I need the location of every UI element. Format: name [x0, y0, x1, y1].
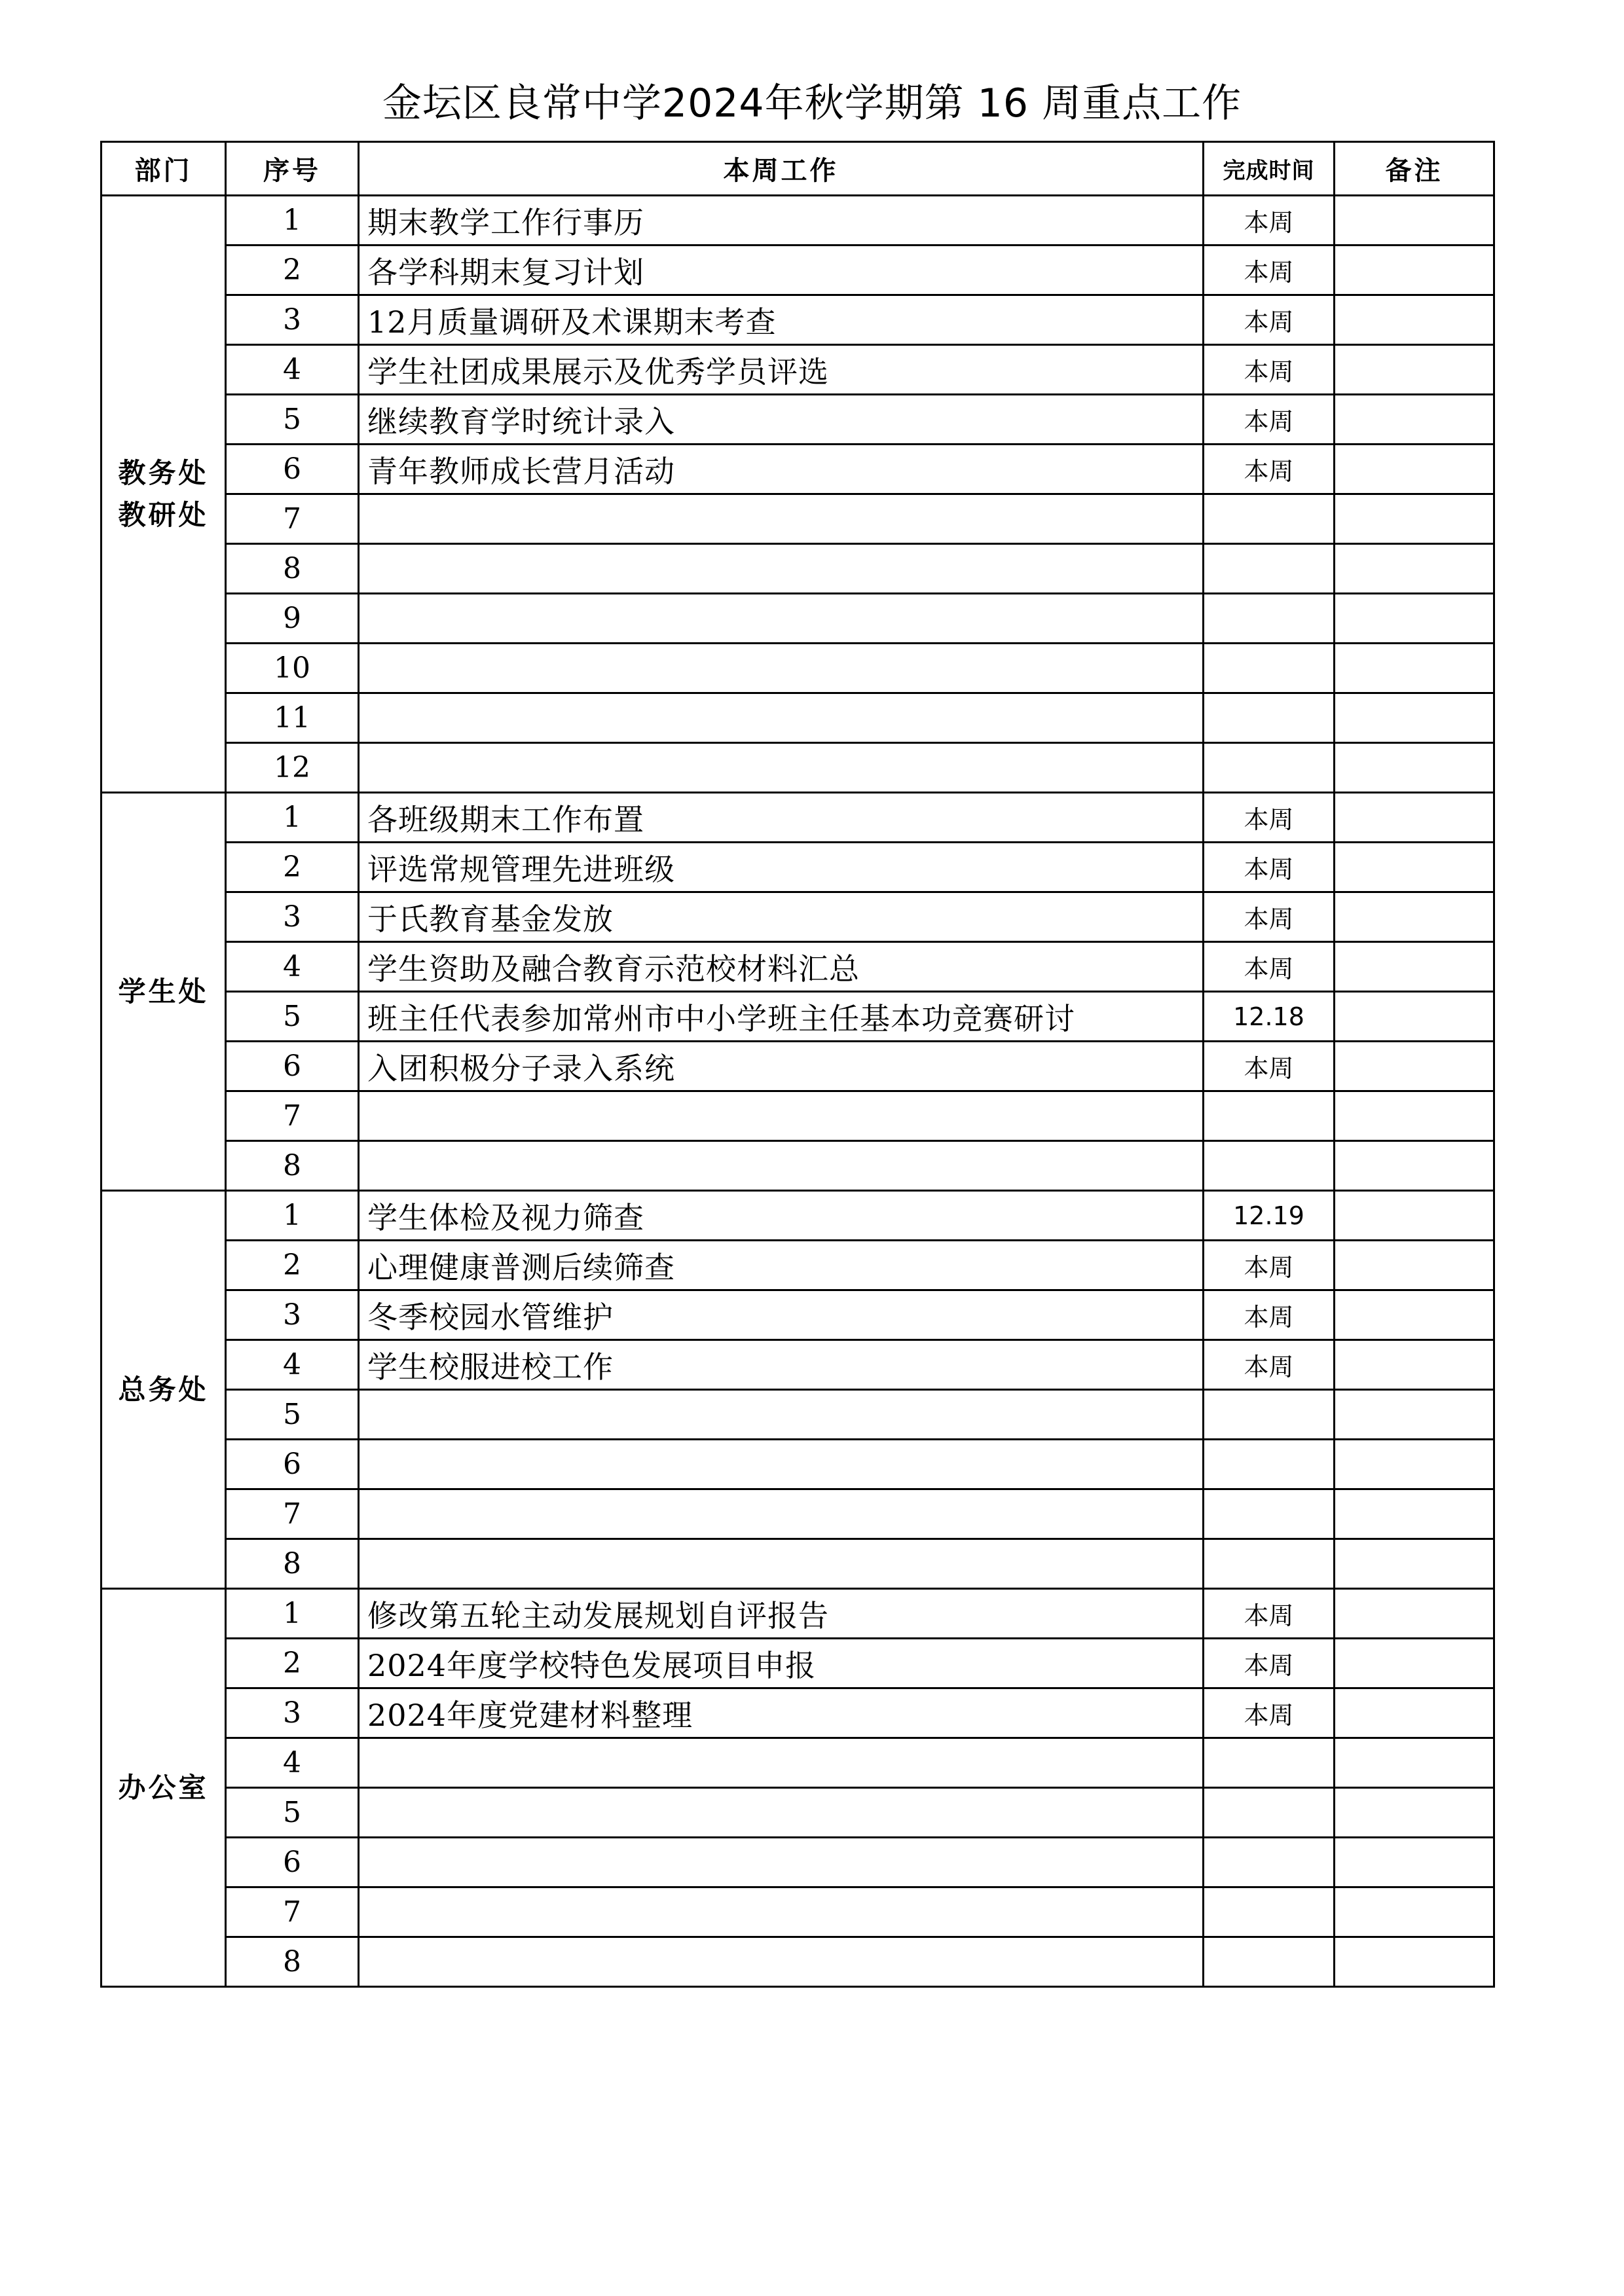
seq-cell: 6 [226, 1838, 359, 1887]
task-cell: 于氏教育基金发放 [359, 892, 1204, 942]
seq-cell: 6 [226, 1042, 359, 1091]
task-cell [359, 494, 1204, 544]
task-cell [359, 1887, 1204, 1937]
task-cell [359, 1489, 1204, 1539]
seq-cell: 7 [226, 1091, 359, 1141]
note-cell [1335, 942, 1494, 992]
weekly-work-table [100, 141, 1495, 1988]
done-cell [1204, 1788, 1335, 1838]
done-cell: 本周 [1204, 395, 1335, 445]
table-row [101, 1539, 1494, 1589]
task-cell [359, 1091, 1204, 1141]
note-cell [1335, 395, 1494, 445]
task-cell: 12月质量调研及术课期末考查 [359, 295, 1204, 345]
task-cell: 青年教师成长营月活动 [359, 445, 1204, 494]
task-cell: 2024年度学校特色发展项目申报 [359, 1639, 1204, 1688]
task-cell: 心理健康普测后续筛查 [359, 1241, 1204, 1290]
note-cell [1335, 1241, 1494, 1290]
task-cell: 修改第五轮主动发展规划自评报告 [359, 1589, 1204, 1639]
header-task: 本周工作 [359, 142, 1204, 196]
seq-cell: 5 [226, 395, 359, 445]
table-row [101, 345, 1494, 395]
seq-cell: 1 [226, 793, 359, 843]
note-cell [1335, 1091, 1494, 1141]
table-row [101, 544, 1494, 594]
table-row [101, 1141, 1494, 1191]
task-cell: 学生校服进校工作 [359, 1340, 1204, 1390]
note-cell [1335, 1141, 1494, 1191]
seq-cell: 5 [226, 1390, 359, 1440]
header-dept: 部门 [101, 142, 226, 196]
seq-cell: 2 [226, 1241, 359, 1290]
seq-cell: 12 [226, 743, 359, 793]
table-row [101, 1340, 1494, 1390]
note-cell [1335, 1589, 1494, 1639]
done-cell [1204, 644, 1335, 693]
seq-cell: 5 [226, 992, 359, 1042]
note-cell [1335, 793, 1494, 843]
task-cell: 期末教学工作行事历 [359, 196, 1204, 246]
seq-cell: 5 [226, 1788, 359, 1838]
dept-cell: 办公室 [101, 1589, 226, 1987]
done-cell [1204, 594, 1335, 644]
table-row [101, 1091, 1494, 1141]
done-cell [1204, 1887, 1335, 1937]
seq-cell: 3 [226, 1290, 359, 1340]
note-cell [1335, 644, 1494, 693]
note-cell [1335, 1539, 1494, 1589]
note-cell [1335, 445, 1494, 494]
note-cell [1335, 892, 1494, 942]
task-cell [359, 1838, 1204, 1887]
task-cell: 冬季校园水管维护 [359, 1290, 1204, 1340]
task-cell [359, 644, 1204, 693]
seq-cell: 9 [226, 594, 359, 644]
seq-cell: 6 [226, 1440, 359, 1489]
done-cell: 本周 [1204, 843, 1335, 892]
task-cell [359, 1738, 1204, 1788]
done-cell [1204, 1838, 1335, 1887]
table-row [101, 395, 1494, 445]
seq-cell: 7 [226, 494, 359, 544]
done-cell: 本周 [1204, 1241, 1335, 1290]
table-row [101, 1390, 1494, 1440]
done-cell [1204, 693, 1335, 743]
table-row [101, 942, 1494, 992]
task-cell: 评选常规管理先进班级 [359, 843, 1204, 892]
seq-cell: 3 [226, 1688, 359, 1738]
seq-cell: 1 [226, 1191, 359, 1241]
seq-cell: 1 [226, 196, 359, 246]
done-cell: 本周 [1204, 196, 1335, 246]
table-row [101, 1738, 1494, 1788]
done-cell: 12.18 [1204, 992, 1335, 1042]
seq-cell: 1 [226, 1589, 359, 1639]
page-title: 金坛区良常中学2024年秋学期第 16 周重点工作 [382, 81, 1242, 126]
task-cell: 学生社团成果展示及优秀学员评选 [359, 345, 1204, 395]
seq-cell: 7 [226, 1489, 359, 1539]
table-row [101, 743, 1494, 793]
task-cell: 各学科期末复习计划 [359, 246, 1204, 295]
done-cell: 本周 [1204, 1340, 1335, 1390]
table-row [101, 843, 1494, 892]
dept-cell: 总务处 [101, 1191, 226, 1589]
seq-cell: 8 [226, 1539, 359, 1589]
done-cell [1204, 1390, 1335, 1440]
note-cell [1335, 196, 1494, 246]
done-cell [1204, 544, 1335, 594]
task-cell [359, 1788, 1204, 1838]
note-cell [1335, 1340, 1494, 1390]
note-cell [1335, 1390, 1494, 1440]
note-cell [1335, 1887, 1494, 1937]
done-cell [1204, 1489, 1335, 1539]
note-cell [1335, 295, 1494, 345]
done-cell [1204, 1091, 1335, 1141]
table-row [101, 1191, 1494, 1241]
table-row [101, 1838, 1494, 1887]
done-cell [1204, 494, 1335, 544]
table-row [101, 246, 1494, 295]
table-row [101, 992, 1494, 1042]
done-cell: 本周 [1204, 246, 1335, 295]
seq-cell: 11 [226, 693, 359, 743]
seq-cell: 2 [226, 843, 359, 892]
seq-cell: 2 [226, 246, 359, 295]
table-row [101, 644, 1494, 693]
note-cell [1335, 843, 1494, 892]
note-cell [1335, 246, 1494, 295]
done-cell: 本周 [1204, 345, 1335, 395]
task-cell: 入团积极分子录入系统 [359, 1042, 1204, 1091]
task-cell: 2024年度党建材料整理 [359, 1688, 1204, 1738]
seq-cell: 10 [226, 644, 359, 693]
task-cell [359, 544, 1204, 594]
note-cell [1335, 594, 1494, 644]
seq-cell: 4 [226, 1738, 359, 1788]
seq-cell: 4 [226, 345, 359, 395]
note-cell [1335, 1788, 1494, 1838]
note-cell [1335, 1937, 1494, 1987]
header-done-time: 完成时间 [1204, 142, 1335, 196]
dept-cell: 教务处 教研处 [101, 196, 226, 793]
table-row [101, 1042, 1494, 1091]
note-cell [1335, 494, 1494, 544]
task-cell [359, 1440, 1204, 1489]
seq-cell: 8 [226, 1937, 359, 1987]
note-cell [1335, 1639, 1494, 1688]
note-cell [1335, 743, 1494, 793]
note-cell [1335, 1738, 1494, 1788]
seq-cell: 7 [226, 1887, 359, 1937]
done-cell [1204, 1440, 1335, 1489]
seq-cell: 2 [226, 1639, 359, 1688]
done-cell: 12.19 [1204, 1191, 1335, 1241]
note-cell [1335, 693, 1494, 743]
header-seq: 序号 [226, 142, 359, 196]
dept-cell: 学生处 [101, 793, 226, 1191]
table-row [101, 892, 1494, 942]
done-cell: 本周 [1204, 1639, 1335, 1688]
table-row [101, 1887, 1494, 1937]
task-cell [359, 594, 1204, 644]
table-row [101, 1440, 1494, 1489]
table-row [101, 793, 1494, 843]
note-cell [1335, 1042, 1494, 1091]
seq-cell: 8 [226, 544, 359, 594]
done-cell: 本周 [1204, 1589, 1335, 1639]
done-cell: 本周 [1204, 942, 1335, 992]
note-cell [1335, 1688, 1494, 1738]
seq-cell: 4 [226, 1340, 359, 1390]
note-cell [1335, 345, 1494, 395]
task-cell [359, 1539, 1204, 1589]
table-row [101, 1290, 1494, 1340]
note-cell [1335, 1440, 1494, 1489]
table-row [101, 1241, 1494, 1290]
task-cell [359, 1141, 1204, 1191]
table-header-row [101, 142, 1494, 196]
done-cell: 本周 [1204, 295, 1335, 345]
task-cell: 班主任代表参加常州市中小学班主任基本功竞赛研讨 [359, 992, 1204, 1042]
table-row [101, 1688, 1494, 1738]
done-cell: 本周 [1204, 445, 1335, 494]
seq-cell: 8 [226, 1141, 359, 1191]
note-cell [1335, 544, 1494, 594]
task-cell: 学生资助及融合教育示范校材料汇总 [359, 942, 1204, 992]
note-cell [1335, 1290, 1494, 1340]
seq-cell: 6 [226, 445, 359, 494]
done-cell [1204, 743, 1335, 793]
note-cell [1335, 992, 1494, 1042]
table-row [101, 196, 1494, 246]
task-cell: 学生体检及视力筛查 [359, 1191, 1204, 1241]
task-cell [359, 743, 1204, 793]
header-note: 备注 [1335, 142, 1494, 196]
table-row [101, 1639, 1494, 1688]
done-cell: 本周 [1204, 793, 1335, 843]
done-cell: 本周 [1204, 1688, 1335, 1738]
task-cell: 继续教育学时统计录入 [359, 395, 1204, 445]
seq-cell: 4 [226, 942, 359, 992]
done-cell [1204, 1539, 1335, 1589]
table-row [101, 1788, 1494, 1838]
done-cell [1204, 1141, 1335, 1191]
table-row [101, 1589, 1494, 1639]
table-row [101, 445, 1494, 494]
note-cell [1335, 1191, 1494, 1241]
table-body [101, 196, 1494, 1987]
table-row [101, 295, 1494, 345]
done-cell: 本周 [1204, 1042, 1335, 1091]
done-cell [1204, 1738, 1335, 1788]
note-cell [1335, 1838, 1494, 1887]
task-cell: 各班级期末工作布置 [359, 793, 1204, 843]
task-cell [359, 693, 1204, 743]
task-cell [359, 1390, 1204, 1440]
table-row [101, 594, 1494, 644]
table-row [101, 1937, 1494, 1987]
done-cell: 本周 [1204, 892, 1335, 942]
seq-cell: 3 [226, 892, 359, 942]
table-row [101, 1489, 1494, 1539]
seq-cell: 3 [226, 295, 359, 345]
note-cell [1335, 1489, 1494, 1539]
table-row [101, 494, 1494, 544]
done-cell: 本周 [1204, 1290, 1335, 1340]
done-cell [1204, 1937, 1335, 1987]
table-row [101, 693, 1494, 743]
task-cell [359, 1937, 1204, 1987]
